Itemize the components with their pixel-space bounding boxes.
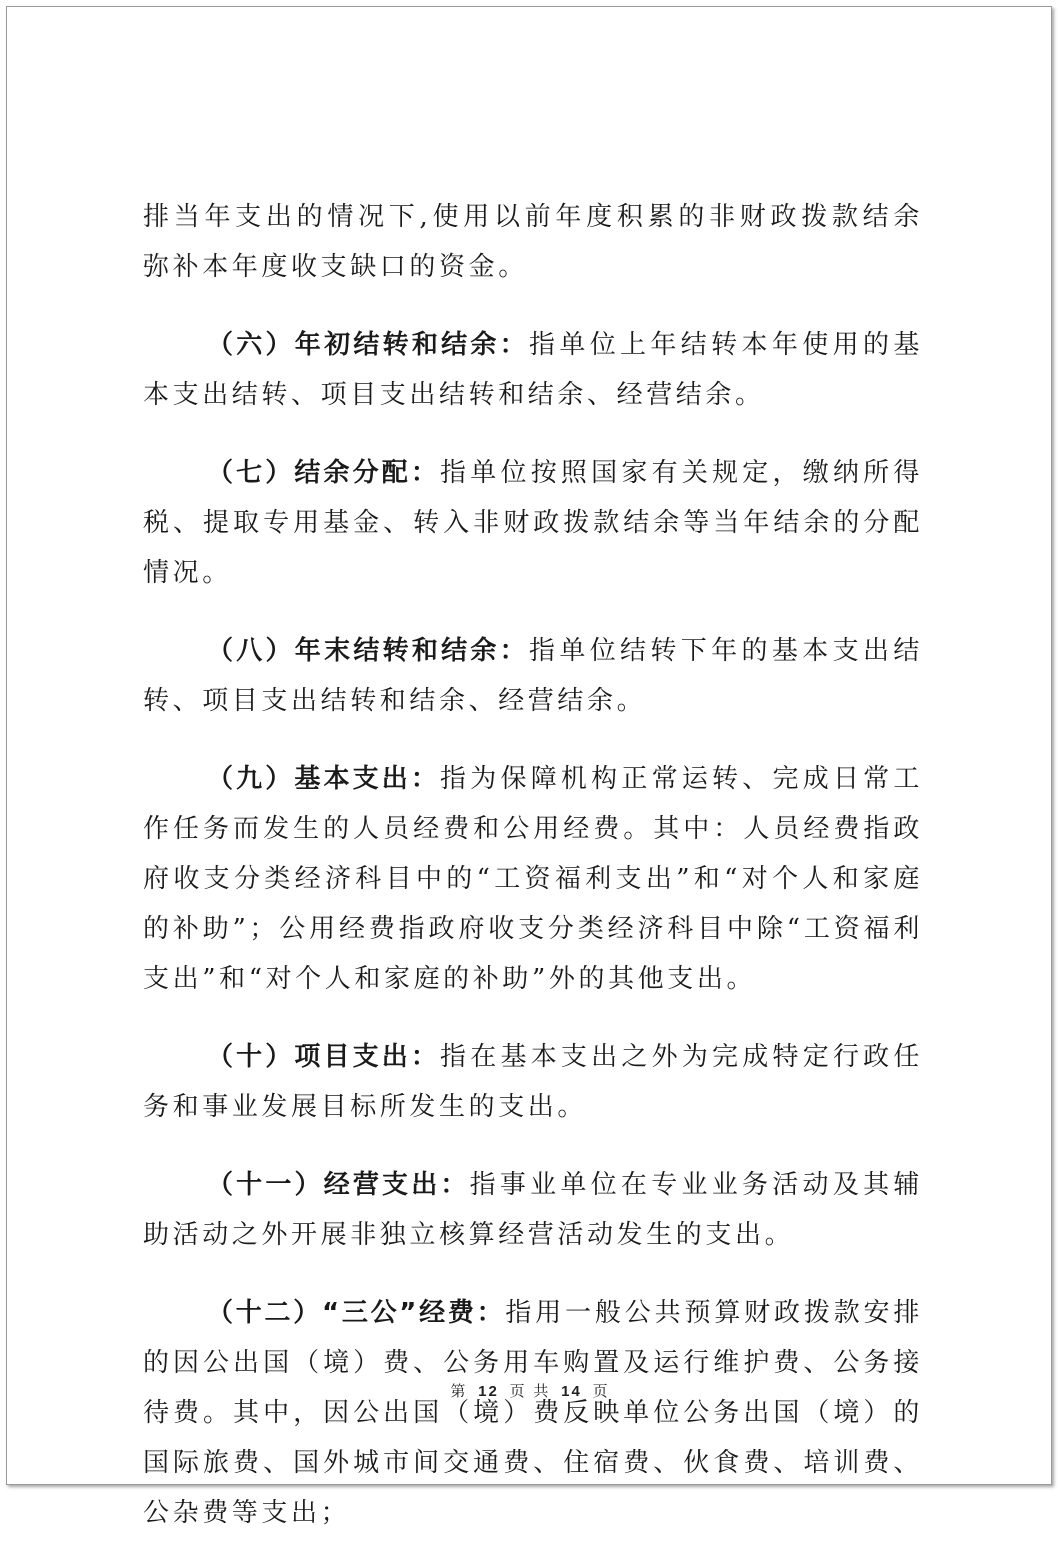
paragraph-operating-expenditure	[143, 1160, 923, 1260]
footer-prefix: 第	[450, 1382, 468, 1400]
total-page-count: 14	[561, 1383, 582, 1400]
term-heading: （八）年末结转和结余：	[207, 636, 529, 666]
paragraph-text: 指单位上年结转本年使用的基本支出结转、项目支出结转和结余、经营结余。	[143, 330, 923, 410]
footer-middle: 页 共	[509, 1382, 551, 1400]
paragraph-year-start-carryover	[143, 320, 923, 420]
term-heading: （十一）经营支出：	[207, 1170, 470, 1200]
document-body	[143, 192, 923, 1566]
paragraph-year-end-carryover	[143, 626, 923, 726]
paragraph-text: 指在基本支出之外为完成特定行政任务和事业发展目标所发生的支出。	[143, 1042, 923, 1122]
paragraph-text: 排当年支出的情况下,使用以前年度积累的非财政拨款结余弥补本年度收支缺口的资金。	[143, 202, 923, 282]
term-heading: （九）基本支出：	[207, 764, 441, 794]
term-heading: （六）年初结转和结余：	[207, 330, 529, 360]
page-footer	[0, 1380, 1060, 1401]
term-heading: （十）项目支出：	[207, 1042, 441, 1072]
paragraph-text: 指单位结转下年的基本支出结转、项目支出结转和结余、经营结余。	[143, 636, 923, 716]
paragraph-text: 指事业单位在专业业务活动及其辅助活动之外开展非独立核算经营活动发生的支出。	[143, 1170, 923, 1250]
term-heading: （十二）“三公”经费：	[207, 1298, 506, 1328]
footer-suffix: 页	[592, 1382, 610, 1400]
paragraph-surplus-distribution	[143, 448, 923, 598]
paragraph-basic-expenditure	[143, 754, 923, 1004]
paragraph-three-public-expenses	[143, 1288, 923, 1538]
term-heading: （七）结余分配：	[207, 458, 441, 488]
paragraph-text: 指用一般公共预算财政拨款安排的因公出国（境）费、公务用车购置及运行维护费、公务接待费。其中，因公出国（境）费反映单位公务出国（境）的国际旅费、国外城市间交通费、住宿费、伙食费、培训费、公杂费等支出；	[143, 1298, 923, 1528]
paragraph-text: 指单位按照国家有关规定，缴纳所得税、提取专用基金、转入非财政拨款结余等当年结余的分配情况。	[143, 458, 923, 588]
current-page-number: 12	[478, 1383, 499, 1400]
paragraph-text: 指为保障机构正常运转、完成日常工作任务而发生的人员经费和公用经费。其中：人员经费指政府收支分类经济科目中的“工资福利支出”和“对个人和家庭的补助”；公用经费指政府收支分类经济科目中除“工资福利支出”和“对个人和家庭的补助”外的其他支出。	[143, 764, 923, 994]
paragraph-project-expenditure	[143, 1032, 923, 1132]
paragraph-continuation	[143, 192, 923, 292]
